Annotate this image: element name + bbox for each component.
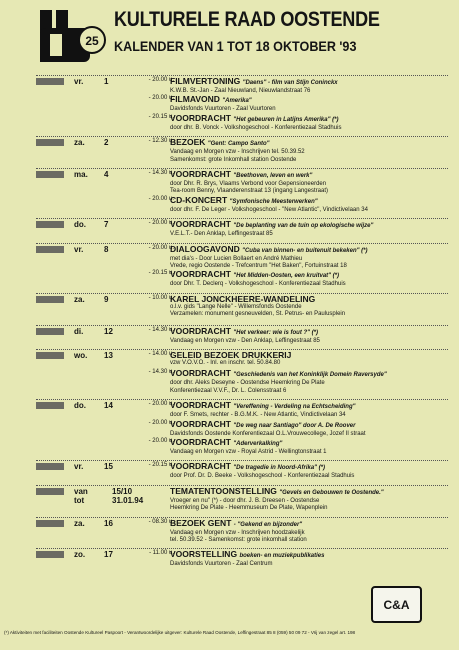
session-title-line xyxy=(170,351,448,360)
session-title: GELEID BEZOEK DRUKKERIJ xyxy=(170,350,292,360)
session-body xyxy=(170,245,448,271)
session-detail: door dhr. B. Vonck - Volkshogeschool - Konferentiezaal Stadhuis xyxy=(170,124,342,131)
date-marker-bar xyxy=(36,296,64,303)
session-body xyxy=(170,270,448,288)
session-time: - 20.00 u. xyxy=(148,401,174,408)
session-detail: Davidsfonds Vuurtoren - Zaal Vuurtoren xyxy=(170,106,276,113)
session-title-line xyxy=(170,196,448,207)
date-marker-bar xyxy=(36,463,64,470)
session-body xyxy=(170,220,448,238)
session-title-line xyxy=(170,138,448,149)
session-subtitle: "Het verkeer: wie is fout ?" (*) xyxy=(233,329,319,336)
session-title-line xyxy=(170,245,448,256)
session-detail: met dia's - Door Lucien Bollaert en André Mathieu xyxy=(170,255,303,262)
session-title: BEZOEK GENT xyxy=(170,517,232,528)
session-detail: Vandaag en Morgen vzw - Den Anklap, Leffingestraat 85 xyxy=(170,337,320,344)
period-date: 31.01.94 xyxy=(112,495,144,505)
session-title: VOORSTELLING xyxy=(170,549,238,560)
session-subtitle: "De weg naar Santiago" door A. De Roover xyxy=(233,422,356,429)
date-marker-bar xyxy=(36,488,64,495)
session-title: VOORDRACHT xyxy=(170,400,231,411)
session-title: VOORDRACHT xyxy=(170,368,231,379)
footer-note: (*) Aktiviteiten met faciliteiten Oostende Kultureel Paspoort - Verantwoordelijke uitgever: Kulturele Raad Oostende, Leffingestraat 85 8 (059) 50 09 72 - Vrij van zegel art. 198 xyxy=(4,630,356,635)
session-time: - 20.00 u. xyxy=(148,95,174,102)
row-separator xyxy=(36,548,448,549)
session-title-line xyxy=(170,327,448,338)
event-weekday: vr. xyxy=(74,77,84,86)
session-body xyxy=(170,351,448,367)
date-marker-bar xyxy=(36,221,64,228)
event-weekday: za. xyxy=(74,294,85,304)
session-detail: K.W.B. St.-Jan - Zaal Nieuwland, Nieuwlandstraat 76 xyxy=(170,88,311,94)
event-date: 13 xyxy=(104,351,113,360)
event-entry xyxy=(36,168,448,214)
session-body xyxy=(170,327,448,345)
session-detail: door Dhr. R. Brys, Vlaams Verbond voor Gepensioneerden xyxy=(170,181,327,187)
session-detail: Vandaag en Morgen vzw - Royal Astrid - Wellingtonstraat 1 xyxy=(170,448,327,455)
event-weekday: wo. xyxy=(74,351,88,360)
event-entry xyxy=(36,75,448,132)
event-weekday: zo. xyxy=(74,550,86,560)
kro-logo xyxy=(40,10,108,62)
event-entry xyxy=(36,293,448,321)
session-title-line xyxy=(170,170,448,181)
session-detail: Davidsfonds Oostende Konferentiezaal O.L.Vrouwecollege, Jozef II straat xyxy=(170,430,366,437)
row-separator xyxy=(36,136,448,137)
event-entry xyxy=(36,399,448,456)
session-time: - 20.00 u. xyxy=(148,419,174,426)
row-separator xyxy=(36,460,448,461)
session-time: - 20.00 u. xyxy=(148,77,174,83)
session-detail: V.E.L.T.- Den Anklap, Leffingestraat 85 xyxy=(170,231,273,238)
session-subtitle: "Het Midden-Oosten, een kruitvat" (*) xyxy=(233,273,339,280)
logo-number: 25 xyxy=(85,34,99,48)
session-body xyxy=(170,462,448,480)
session-title: DIALOOGAVOND xyxy=(170,243,240,254)
session-detail: Vandaag en Morgen vzw - Inschrijven tel. 50.39.52 xyxy=(170,149,305,156)
session-time: - 14.30 u. xyxy=(148,326,174,333)
event-date: 4 xyxy=(104,170,109,179)
session-title: KAREL JONCKHEERE-WANDELING xyxy=(170,293,316,304)
date-marker-bar xyxy=(36,246,64,253)
session-title: FILMVERTONING xyxy=(170,76,241,86)
event-date: 16 xyxy=(104,518,113,528)
event-date: 15 xyxy=(104,462,113,472)
session-title: BEZOEK xyxy=(170,137,206,148)
sponsor-logo: C&A xyxy=(371,586,422,623)
session-body xyxy=(170,196,448,214)
session-title-line xyxy=(170,77,448,88)
event-weekday: za. xyxy=(74,138,85,148)
session-title: VOORDRACHT xyxy=(170,112,231,123)
session-title-line xyxy=(170,295,448,304)
session-body xyxy=(170,550,448,568)
session-time: - 20.00 u. xyxy=(148,437,174,444)
session-subtitle: "De tragedie in Noord-Afrika" (*) xyxy=(233,465,325,472)
session-detail: o.l.v. gids "Lange Nelle" - Willemsfonds Oostende xyxy=(170,303,302,310)
session-body xyxy=(170,138,448,164)
date-marker-bar xyxy=(36,551,64,558)
session-title: TEMATENTOONSTELLING xyxy=(170,485,277,496)
date-marker-bar xyxy=(36,78,64,85)
session-title-line xyxy=(170,369,448,380)
event-date: 9 xyxy=(104,294,109,304)
session-title-line xyxy=(170,438,448,449)
session-title-line xyxy=(170,420,448,431)
event-date: 7 xyxy=(104,220,109,230)
session-body xyxy=(170,519,448,545)
session-subtitle: "Gent: Campo Santo" xyxy=(207,141,270,148)
event-entry xyxy=(36,218,448,238)
session-body xyxy=(170,295,448,319)
session-subtitle: "Vereffening - Verdeling na Echtscheiding" xyxy=(233,404,356,411)
session-subtitle: "Beethoven, leven en werk" xyxy=(233,173,313,179)
session-subtitle: "Het gebeuren in Latijns Amerika" (*) xyxy=(233,116,339,123)
session-subtitle: - "Gekend en bijzonder" xyxy=(233,521,303,528)
session-body xyxy=(170,401,448,419)
row-separator xyxy=(36,517,448,518)
session-time: - 10.00 u. xyxy=(148,294,174,301)
session-subtitle: "Geschiedenis van het Koninklijk Domein Raversyde" xyxy=(233,372,387,379)
page-subtitle: KALENDER VAN 1 TOT 18 OKTOBER '93 xyxy=(114,38,357,54)
session-time: - 20.00 u. xyxy=(148,195,174,202)
session-body xyxy=(170,77,448,95)
event-date: 8 xyxy=(104,244,109,254)
session-subtitle: boeken- en muziekpublikaties xyxy=(239,553,325,560)
session-subtitle: "Gevels en Gebouwen te Oostende." xyxy=(279,489,384,496)
session-detail: Tea-room Benny, Vlaanderenstraat 13 (ingang Langestraat) xyxy=(170,188,328,195)
session-title: FILMAVOND xyxy=(170,94,220,105)
session-time: - 14.30 u. xyxy=(148,369,174,376)
session-time: - 14.00 u. xyxy=(148,351,174,357)
row-separator xyxy=(36,243,448,244)
session-body xyxy=(170,95,448,113)
event-date: 1 xyxy=(104,77,109,86)
event-entry xyxy=(36,548,448,568)
session-title-line xyxy=(170,487,448,498)
row-separator xyxy=(36,168,448,169)
session-title-line xyxy=(170,401,448,412)
event-weekday: vr. xyxy=(74,244,84,254)
event-entry xyxy=(36,243,448,289)
session-subtitle: "Cuba van binnen- en buitenuit bekeken" (*) xyxy=(242,247,368,254)
session-time: - 14.30 u. xyxy=(148,170,174,176)
date-marker-bar xyxy=(36,139,64,146)
session-detail: Samenkomst: grote Inkomhall station Oostende xyxy=(170,156,297,163)
session-detail: Vrede, regio Oostende - Trefcentrum "Het Baken", Fortuinstraat 18 xyxy=(170,263,347,269)
period-dates xyxy=(112,487,143,505)
session-title-line xyxy=(170,95,448,106)
event-entry xyxy=(36,485,448,513)
session-time: - 20.15 u. xyxy=(148,462,174,469)
session-subtitle: "Symfonische Meesterwerken" xyxy=(229,198,318,205)
session-detail: Verzamelen: monument gesneuvelden, St. Petrus- en Paulusplein xyxy=(170,311,346,318)
session-title: VOORDRACHT xyxy=(170,169,231,179)
session-detail: Konferentiezaal V.V.F., Dr. L. Colensstraat 6 xyxy=(170,387,287,394)
session-subtitle: "De beplanting van de tuin op ekologische wijze" xyxy=(233,223,374,230)
row-separator xyxy=(36,399,448,400)
session-title: VOORDRACHT xyxy=(170,436,231,447)
session-detail: vzw V.O.V.O. - Inl. en inschr. tel. 50.84.80 xyxy=(170,360,281,366)
date-marker-bar xyxy=(36,520,64,527)
session-title-line xyxy=(170,462,448,473)
session-time: - 20.00 u. xyxy=(148,244,174,251)
session-title: VOORDRACHT xyxy=(170,418,231,429)
event-weekday: do. xyxy=(74,220,86,230)
session-time: - 20.00 u. xyxy=(148,220,174,227)
session-time: - 11.00 u. xyxy=(149,550,174,557)
session-detail: door dhr. F. De Leger - Volkshogeschool - "New Atlantic", Vindictivelaan 34 xyxy=(170,206,368,213)
session-body xyxy=(170,170,448,196)
session-detail: Vroeger en nu" (*) - door dhr. J. B. Dreesen - Oostendse xyxy=(170,497,320,504)
session-title-line xyxy=(170,114,448,125)
session-title: VOORDRACHT xyxy=(170,461,231,472)
period-label-line: tot xyxy=(74,495,85,505)
period-label xyxy=(74,487,88,505)
session-title-line xyxy=(170,270,448,281)
event-weekday: vr. xyxy=(74,462,84,472)
period-date: 15/10 xyxy=(112,486,133,496)
event-entry xyxy=(36,349,448,395)
session-detail: Davidsfonds Vuurtoren - Zaal Centrum xyxy=(170,561,273,568)
session-detail: door Dhr. T. Declerq - Volkshogeschool - Konferentiezaal Stadhuis xyxy=(170,281,346,288)
period-label-line: van xyxy=(74,486,88,496)
session-title: CD-KONCERT xyxy=(170,194,228,205)
event-date: 17 xyxy=(104,550,113,560)
date-marker-bar xyxy=(36,171,64,178)
event-entry xyxy=(36,460,448,480)
event-weekday: ma. xyxy=(74,170,88,179)
session-subtitle: "Daens" - film van Stijn Coninckx xyxy=(242,80,338,86)
session-detail: door F. Smets, rechter - B.G.M.K. - New Atlantic, Vindictivelaan 34 xyxy=(170,412,346,419)
session-detail: door Prof. Dr. D. Beeke - Volkshogeschool - Konferentiezaal Stadhuis xyxy=(170,473,355,480)
session-title-line xyxy=(170,519,448,530)
event-date: 12 xyxy=(104,326,113,336)
session-title-line xyxy=(170,220,448,231)
session-title: VOORDRACHT xyxy=(170,325,231,336)
row-separator xyxy=(36,218,448,219)
event-date: 2 xyxy=(104,138,109,148)
event-weekday: do. xyxy=(74,401,86,411)
date-marker-bar xyxy=(36,352,64,359)
session-detail: Heemkring De Plate - Heemmuseum De Plate, Wapenplein xyxy=(170,505,328,512)
session-body xyxy=(170,369,448,395)
session-title: VOORDRACHT xyxy=(170,269,231,280)
event-entry xyxy=(36,136,448,164)
session-subtitle: "Amerika" xyxy=(222,98,252,105)
session-body xyxy=(170,438,448,456)
date-marker-bar xyxy=(36,328,64,335)
session-body xyxy=(170,487,448,513)
session-detail: tel. 50.39.52 - Samenkomst: grote inkomhall station xyxy=(170,537,307,543)
row-separator xyxy=(36,325,448,326)
session-title: VOORDRACHT xyxy=(170,219,231,230)
session-title-line xyxy=(170,550,448,561)
date-marker-bar xyxy=(36,402,64,409)
event-date: 14 xyxy=(104,401,113,411)
session-detail: Vandaag en Morgen vzw - Inschrijven hoodzakelijk xyxy=(170,529,305,536)
event-weekday: za. xyxy=(74,518,85,528)
session-subtitle: "Aderverkalking" xyxy=(233,440,283,447)
event-entry xyxy=(36,325,448,345)
page-title: KULTURELE RAAD OOSTENDE xyxy=(114,8,380,31)
event-weekday: di. xyxy=(74,326,84,336)
session-time: - 12.30 u. xyxy=(148,138,174,145)
session-detail: door dhr. Aleks Deseyne - Oostendse Heemkring De Plate xyxy=(170,380,325,387)
session-body xyxy=(170,420,448,438)
session-time: - 20.15 u. xyxy=(148,270,174,277)
session-time: - 20.15 u. xyxy=(148,113,174,120)
session-body xyxy=(170,114,448,132)
session-time: - 08.30 u. xyxy=(148,518,174,525)
event-entry xyxy=(36,517,448,545)
